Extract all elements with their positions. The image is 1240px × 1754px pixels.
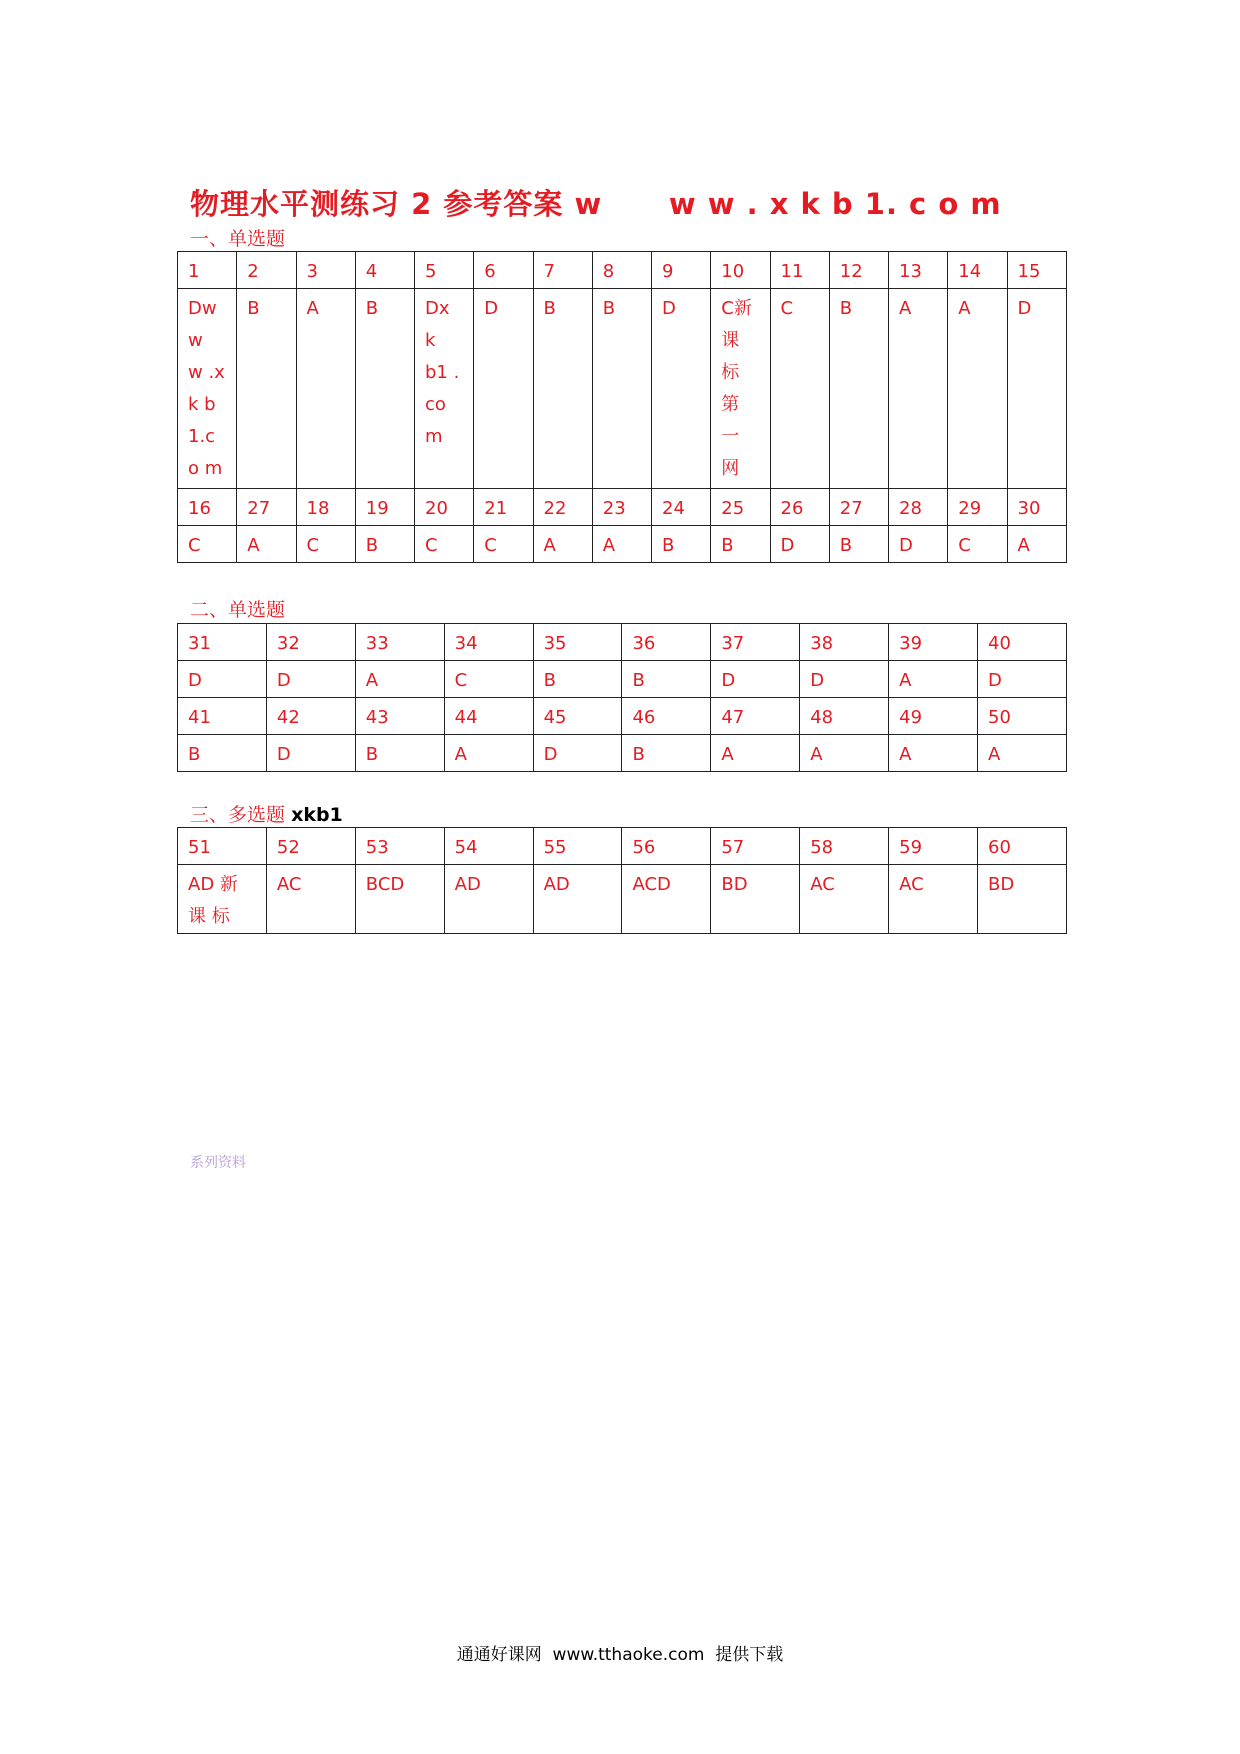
- question-number-cell: 7: [533, 252, 592, 289]
- question-number-cell: 42: [266, 698, 355, 735]
- question-number-cell: 21: [474, 489, 533, 526]
- answer-cell: B: [622, 661, 711, 698]
- question-number-cell: 5: [415, 252, 474, 289]
- question-number-cell: 52: [266, 828, 355, 865]
- question-number-cell: 49: [889, 698, 978, 735]
- question-number-cell: 24: [652, 489, 711, 526]
- answer-cell: B: [355, 526, 414, 563]
- answer-cell: B: [622, 735, 711, 772]
- question-number-cell: 20: [415, 489, 474, 526]
- question-number-cell: 34: [444, 624, 533, 661]
- question-number-cell: 57: [711, 828, 800, 865]
- answer-cell: D: [800, 661, 889, 698]
- answer-cell: B: [829, 526, 888, 563]
- section1-answer-table: [177, 251, 1067, 563]
- section2-heading: 二、单选题: [190, 599, 286, 621]
- question-number-row: [178, 489, 1067, 526]
- question-number-cell: 59: [889, 828, 978, 865]
- answer-cell: D: [178, 661, 267, 698]
- answer-cell: D: [474, 289, 533, 489]
- answer-cell: D: [711, 661, 800, 698]
- answer-cell: B: [533, 289, 592, 489]
- answer-cell: D: [889, 526, 948, 563]
- answer-cell: A: [889, 289, 948, 489]
- answer-cell: B: [711, 526, 770, 563]
- question-number-cell: 3: [296, 252, 355, 289]
- answer-cell: D: [652, 289, 711, 489]
- question-number-cell: 39: [889, 624, 978, 661]
- page-title: 物理水平测练习 2 参考答案 w w w . x k b 1. c o m: [190, 187, 1002, 221]
- section3-heading-text: 三、多选题: [190, 804, 286, 826]
- answer-cell: AD 新 课 标: [178, 865, 267, 934]
- question-number-cell: 29: [948, 489, 1007, 526]
- answer-cell: D: [978, 661, 1067, 698]
- question-number-cell: 33: [355, 624, 444, 661]
- question-number-cell: 40: [978, 624, 1067, 661]
- answer-cell: A: [444, 735, 533, 772]
- page-footer: 通通好课网 www.tthaoke.com 提供下载: [456, 1645, 784, 1665]
- answer-cell: C: [948, 526, 1007, 563]
- answer-row: [178, 865, 1067, 934]
- answer-cell: B: [829, 289, 888, 489]
- question-number-cell: 56: [622, 828, 711, 865]
- question-number-cell: 31: [178, 624, 267, 661]
- question-number-cell: 10: [711, 252, 770, 289]
- question-number-cell: 6: [474, 252, 533, 289]
- question-number-cell: 22: [533, 489, 592, 526]
- question-number-cell: 58: [800, 828, 889, 865]
- answer-cell: C: [444, 661, 533, 698]
- answer-cell: D: [533, 735, 622, 772]
- answer-cell: A: [711, 735, 800, 772]
- question-number-cell: 12: [829, 252, 888, 289]
- question-number-cell: 48: [800, 698, 889, 735]
- answer-cell: B: [652, 526, 711, 563]
- answer-cell: B: [178, 735, 267, 772]
- answer-cell: A: [978, 735, 1067, 772]
- question-number-cell: 26: [770, 489, 829, 526]
- answer-cell: A: [355, 661, 444, 698]
- question-number-cell: 23: [592, 489, 651, 526]
- answer-cell: D: [1007, 289, 1066, 489]
- question-number-cell: 19: [355, 489, 414, 526]
- question-number-cell: 9: [652, 252, 711, 289]
- answer-cell: B: [237, 289, 296, 489]
- answer-cell: A: [1007, 526, 1066, 563]
- answer-cell: A: [800, 735, 889, 772]
- answer-cell: B: [355, 289, 414, 489]
- answer-row: [178, 735, 1067, 772]
- answer-cell: C: [415, 526, 474, 563]
- answer-cell: B: [592, 289, 651, 489]
- question-number-cell: 16: [178, 489, 237, 526]
- question-number-row: [178, 252, 1067, 289]
- question-number-cell: 36: [622, 624, 711, 661]
- question-number-cell: 45: [533, 698, 622, 735]
- answer-cell: Dx k b1 . co m: [415, 289, 474, 489]
- question-number-cell: 46: [622, 698, 711, 735]
- answer-cell: A: [889, 661, 978, 698]
- answer-cell: A: [296, 289, 355, 489]
- question-number-cell: 8: [592, 252, 651, 289]
- question-number-cell: 43: [355, 698, 444, 735]
- answer-cell: A: [889, 735, 978, 772]
- answer-row: [178, 661, 1067, 698]
- question-number-cell: 14: [948, 252, 1007, 289]
- answer-cell: A: [592, 526, 651, 563]
- answer-cell: AD: [444, 865, 533, 934]
- question-number-row: [178, 624, 1067, 661]
- question-number-cell: 37: [711, 624, 800, 661]
- answer-cell: B: [533, 661, 622, 698]
- answer-cell: BD: [711, 865, 800, 934]
- question-number-cell: 1: [178, 252, 237, 289]
- question-number-cell: 27: [829, 489, 888, 526]
- answer-cell: D: [770, 526, 829, 563]
- answer-cell: A: [948, 289, 1007, 489]
- answer-cell: C: [178, 526, 237, 563]
- answer-cell: ACD: [622, 865, 711, 934]
- answer-cell: AC: [800, 865, 889, 934]
- section3-heading: [190, 800, 343, 827]
- question-number-cell: 2: [237, 252, 296, 289]
- answer-cell: AC: [889, 865, 978, 934]
- series-note: 系列资料: [190, 1155, 246, 1171]
- question-number-cell: 27: [237, 489, 296, 526]
- section3-heading-suffix: xkb1: [291, 804, 343, 826]
- question-number-cell: 15: [1007, 252, 1066, 289]
- answer-cell: C: [770, 289, 829, 489]
- question-number-cell: 13: [889, 252, 948, 289]
- answer-cell: D: [266, 661, 355, 698]
- question-number-cell: 32: [266, 624, 355, 661]
- question-number-cell: 41: [178, 698, 267, 735]
- answer-cell: D: [266, 735, 355, 772]
- answer-cell: B: [355, 735, 444, 772]
- answer-cell: Dw w w .x k b 1.c o m: [178, 289, 237, 489]
- answer-cell: AC: [266, 865, 355, 934]
- answer-cell: A: [237, 526, 296, 563]
- question-number-cell: 38: [800, 624, 889, 661]
- question-number-cell: 47: [711, 698, 800, 735]
- answer-cell: C: [296, 526, 355, 563]
- question-number-cell: 51: [178, 828, 267, 865]
- answer-cell: BD: [978, 865, 1067, 934]
- question-number-cell: 18: [296, 489, 355, 526]
- question-number-cell: 53: [355, 828, 444, 865]
- answer-cell: C新 课 标 第 一 网: [711, 289, 770, 489]
- question-number-cell: 44: [444, 698, 533, 735]
- section2-answer-table: [177, 623, 1067, 772]
- question-number-cell: 11: [770, 252, 829, 289]
- question-number-cell: 30: [1007, 489, 1066, 526]
- question-number-row: [178, 828, 1067, 865]
- question-number-cell: 50: [978, 698, 1067, 735]
- section1-heading: 一、单选题: [190, 228, 286, 250]
- answer-cell: BCD: [355, 865, 444, 934]
- section3-answer-table: [177, 827, 1067, 934]
- answer-cell: A: [533, 526, 592, 563]
- question-number-row: [178, 698, 1067, 735]
- question-number-cell: 60: [978, 828, 1067, 865]
- answer-cell: AD: [533, 865, 622, 934]
- question-number-cell: 54: [444, 828, 533, 865]
- answer-cell: C: [474, 526, 533, 563]
- question-number-cell: 28: [889, 489, 948, 526]
- question-number-cell: 4: [355, 252, 414, 289]
- question-number-cell: 35: [533, 624, 622, 661]
- question-number-cell: 25: [711, 489, 770, 526]
- answer-row: [178, 526, 1067, 563]
- answer-row: [178, 289, 1067, 489]
- question-number-cell: 55: [533, 828, 622, 865]
